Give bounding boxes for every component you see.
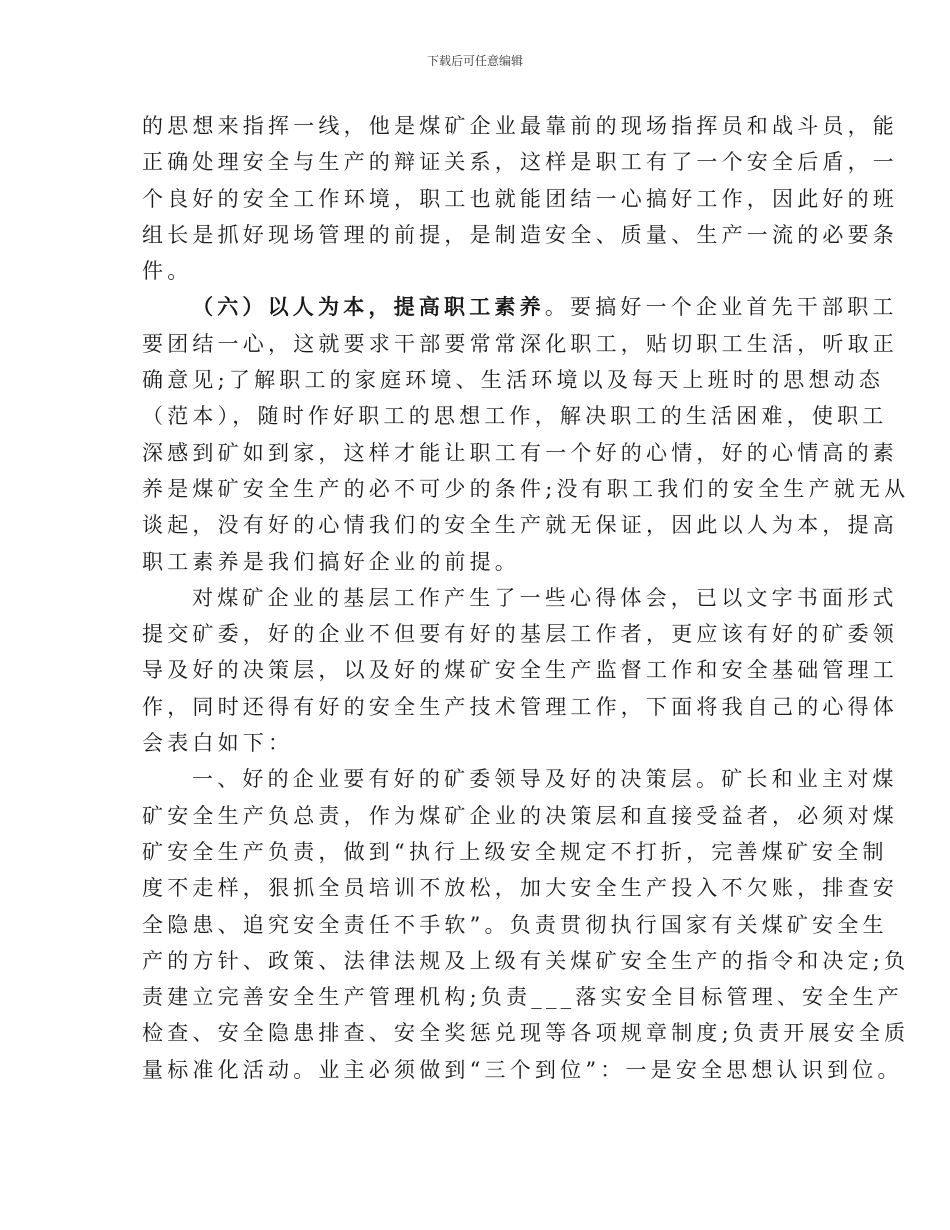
text-line	[142, 616, 898, 652]
line-text: 量标准化活动。业主必须做到“三个到位”：一是安全思想认识到位。	[142, 1057, 903, 1082]
line-text: 检查、安全隐患排查、安全奖惩兑现等各项规章制度;负责开展安全质	[142, 1021, 910, 1046]
text-line	[142, 217, 898, 253]
text-line	[142, 580, 898, 616]
text-line	[142, 1015, 910, 1051]
text-line	[142, 689, 898, 725]
line-text: 组长是抓好现场管理的前提，是制造安全、质量、生产一流的必要条	[142, 222, 898, 247]
line-text: 确意见;了解职工的家庭环境、生活环境以及每天上班时的思想动态	[142, 368, 885, 393]
line-text: 谈起，没有好的心情我们的安全生产就无保证，因此以人为本，提高	[142, 513, 898, 538]
text-line	[142, 435, 898, 471]
line-text: 。要搞好一个企业首先干部职工	[544, 295, 898, 320]
text-line	[142, 798, 898, 834]
text-line	[142, 652, 898, 688]
line-text: 产的方针、政策、法律法规及上级有关煤矿安全生产的指令和决定;负	[142, 948, 910, 973]
text-line	[142, 362, 885, 398]
line-text: 正确处理安全与生产的辩证关系，这样是职工有了一个安全后盾，一	[142, 150, 898, 175]
text-line	[142, 943, 910, 979]
text-line	[142, 289, 898, 325]
text-line	[142, 253, 832, 289]
text-line	[142, 834, 888, 870]
document-body	[142, 108, 910, 1088]
line-text: 对煤矿企业的基层工作产生了一些心得体会，已以文字书面形式	[192, 585, 898, 610]
text-line	[142, 144, 898, 180]
line-text: 要团结一心，这就要求干部要常常深化职工，贴切职工生活，听取正	[142, 331, 898, 356]
text-line	[142, 544, 832, 580]
text-line	[142, 761, 898, 797]
line-text: 个良好的安全工作环境，职工也就能团结一心搞好工作，因此好的班	[142, 186, 898, 211]
line-text: 作，同时还得有好的安全生产技术管理工作，下面将我自己的心得体	[142, 694, 898, 719]
text-line	[142, 725, 832, 761]
line-text: 矿安全生产负总责，作为煤矿企业的决策层和直接受益者，必须对煤	[142, 803, 898, 828]
line-text: 矿安全生产负责，做到“执行上级安全规定不打折，完善煤矿安全制	[142, 839, 888, 864]
line-text: 养是煤矿安全生产的必不可少的条件;没有职工我们的安全生产就无从	[142, 476, 910, 501]
line-text: 度不走样，狠抓全员培训不放松，加大安全生产投入不欠账，排查安	[142, 876, 898, 901]
text-line	[142, 907, 888, 943]
line-text: 全隐患、追究安全责任不手软”。负责贯彻执行国家有关煤矿安全生	[142, 912, 888, 937]
line-text: 件。	[142, 259, 193, 284]
page-header: 下载后可任意编辑	[426, 54, 523, 68]
line-text: 会表白如下：	[142, 731, 294, 756]
text-line	[142, 108, 898, 144]
line-text: 责建立完善安全生产管理机构;负责___落实安全目标管理、安全生产	[142, 985, 903, 1010]
line-text: 深感到矿如到家，这样才能让职工有一个好的心情，好的心情高的素	[142, 440, 898, 465]
section-heading: （六）以人为本，提高职工素养	[192, 294, 545, 320]
line-text: 一、好的企业要有好的矿委领导及好的决策层。矿长和业主对煤	[192, 767, 898, 792]
line-text: 职工素养是我们搞好企业的前提。	[142, 549, 520, 574]
text-line	[142, 471, 910, 507]
text-line	[142, 979, 903, 1015]
line-text: 的思想来指挥一线，他是煤矿企业最靠前的现场指挥员和战斗员，能	[142, 114, 898, 138]
text-line	[142, 507, 898, 543]
line-text: 导及好的决策层，以及好的煤矿安全生产监督工作和安全基础管理工	[142, 658, 898, 683]
text-line	[142, 1052, 903, 1088]
text-line	[142, 181, 898, 217]
text-line	[142, 398, 888, 434]
line-text: （范本），随时作好职工的思想工作，解决职工的生活困难，使职工	[142, 404, 888, 429]
text-line	[142, 870, 898, 906]
text-line	[142, 326, 898, 362]
line-text: 提交矿委，好的企业不但要有好的基层工作者，更应该有好的矿委领	[142, 622, 898, 647]
